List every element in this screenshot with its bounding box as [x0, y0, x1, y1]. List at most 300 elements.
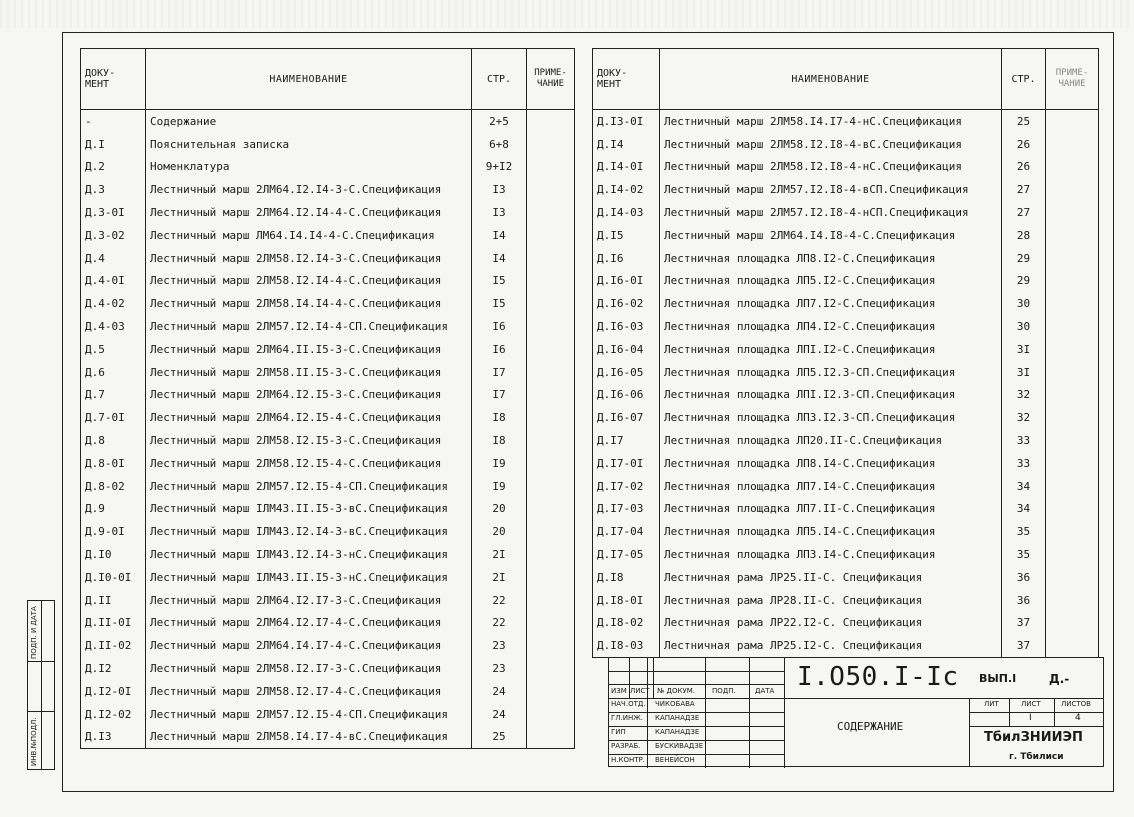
header-page: СТР. — [1002, 49, 1046, 110]
table-row — [81, 429, 575, 452]
table-row — [81, 498, 575, 521]
row-document: Д.I2-0I — [81, 680, 146, 703]
contents-table-left — [80, 48, 575, 749]
row-note — [1046, 384, 1099, 407]
row-note — [1046, 634, 1099, 657]
table-row — [81, 406, 575, 429]
table-row — [81, 520, 575, 543]
row-note — [1046, 315, 1099, 338]
row-name: Лестничный марш 2ЛМ57.I2.I8-4-вСП.Спецификация — [660, 178, 1002, 201]
stamp-role: РАЗРАБ. — [611, 742, 641, 750]
row-document: Д.I7-02 — [593, 475, 660, 498]
row-page: I6 — [472, 338, 527, 361]
row-name: Лестничная площадка ЛП5.I2.3-СП.Спецификация — [660, 361, 1002, 384]
row-name: Лестничный марш 2ЛМ58.I2.I5-4-С.Спецификация — [146, 452, 472, 475]
side-stamp — [27, 600, 55, 770]
row-page: 9+I2 — [472, 156, 527, 179]
row-document: Д.I8 — [593, 566, 660, 589]
row-note — [1046, 429, 1099, 452]
row-name: Лестничный марш 2ЛМ58.I4.I4-4-С.Спецификация — [146, 292, 472, 315]
row-note — [527, 634, 575, 657]
table-row — [81, 156, 575, 179]
row-document: Д.3-0I — [81, 201, 146, 224]
row-page: 27 — [1002, 178, 1046, 201]
side-label-signature: ПОДП. И ДАТА — [30, 606, 38, 659]
row-note — [527, 133, 575, 156]
list-value: I — [1029, 713, 1032, 723]
row-note — [527, 475, 575, 498]
row-name: Лестничный марш 2ЛМ57.I2.I5-4-СП.Спецификация — [146, 475, 472, 498]
table-row — [593, 270, 1099, 293]
row-name: Лестничная площадка ЛПI.I2-С.Спецификация — [660, 338, 1002, 361]
contents-left-body — [81, 110, 575, 749]
row-document: Д.I6-06 — [593, 384, 660, 407]
row-page: 33 — [1002, 429, 1046, 452]
header-note: ПРИМЕ- ЧАНИЕ — [527, 49, 575, 110]
col-izm: ИЗМ — [611, 687, 627, 695]
stamp-person: КАПАНАДЗЕ — [655, 714, 700, 722]
row-page: I5 — [472, 270, 527, 293]
row-document: Д.I4-02 — [593, 178, 660, 201]
table-row — [81, 680, 575, 703]
row-document: Д.4-0I — [81, 270, 146, 293]
table-row — [593, 292, 1099, 315]
row-note — [527, 703, 575, 726]
sheet-mark: Д.- — [1049, 672, 1070, 686]
row-page: 24 — [472, 680, 527, 703]
row-document: Д.I5 — [593, 224, 660, 247]
table-row — [81, 634, 575, 657]
row-name: Лестничный марш 2ЛМ64.I2.I7-4-С.Спецификация — [146, 612, 472, 635]
row-document: Д.I6 — [593, 247, 660, 270]
row-note — [1046, 292, 1099, 315]
row-document: Д.I6-03 — [593, 315, 660, 338]
row-note — [527, 247, 575, 270]
row-name: Лестничная рама ЛР22.I2-С. Спецификация — [660, 612, 1002, 635]
row-name: Лестничный марш 2ЛМ58.II.I5-3-С.Спецификация — [146, 361, 472, 384]
row-document: Д.I4-03 — [593, 201, 660, 224]
row-name: Лестничный марш 2ЛМ64.I4.I7-4-С.Спецификация — [146, 634, 472, 657]
row-page: 29 — [1002, 247, 1046, 270]
row-document: Д.I6-07 — [593, 406, 660, 429]
row-name: Лестничный марш 2ЛМ58.I2.I5-3-С.Спецификация — [146, 429, 472, 452]
table-row — [593, 589, 1099, 612]
table-row — [81, 292, 575, 315]
row-document: Д.9-0I — [81, 520, 146, 543]
table-row — [593, 156, 1099, 179]
row-name: Лестничный марш ЛМ64.I4.I4-4-С.Спецификация — [146, 224, 472, 247]
header-name: НАИМЕНОВАНИЕ — [146, 49, 472, 110]
row-page: 3I — [1002, 338, 1046, 361]
table-row — [81, 247, 575, 270]
table-header — [81, 49, 575, 110]
row-page: 24 — [472, 703, 527, 726]
row-name: Лестничная площадка ЛП5.I4-С.Спецификация — [660, 520, 1002, 543]
row-page: 36 — [1002, 589, 1046, 612]
row-name: Лестничный марш 2ЛМ57.I2.I4-4-СП.Спецификация — [146, 315, 472, 338]
row-page: 23 — [472, 634, 527, 657]
row-name: Лестничная рама ЛР25.I2-С. Спецификация — [660, 634, 1002, 657]
row-name: Номенклатура — [146, 156, 472, 179]
table-row — [593, 429, 1099, 452]
table-row — [81, 566, 575, 589]
col-list: ЛИСТ — [630, 687, 650, 695]
row-page: 22 — [472, 589, 527, 612]
table-row — [81, 475, 575, 498]
table-row — [593, 452, 1099, 475]
row-page: 25 — [472, 726, 527, 749]
row-document: Д.I7-03 — [593, 498, 660, 521]
row-name: Лестничный марш 2ЛМ58.I2.I8-4-нС.Спецификация — [660, 156, 1002, 179]
table-row — [81, 338, 575, 361]
row-name: Лестничный марш 2ЛМ64.I2.I7-3-С.Спецификация — [146, 589, 472, 612]
row-note — [1046, 247, 1099, 270]
row-page: 35 — [1002, 520, 1046, 543]
row-page: I7 — [472, 361, 527, 384]
row-page: 22 — [472, 612, 527, 635]
row-document: Д.4 — [81, 247, 146, 270]
row-note — [1046, 110, 1099, 133]
row-note — [1046, 543, 1099, 566]
row-page: 34 — [1002, 498, 1046, 521]
row-note — [1046, 338, 1099, 361]
row-note — [527, 589, 575, 612]
table-row — [81, 201, 575, 224]
stamp-person: БУСКИВАДЗЕ — [655, 742, 704, 750]
header-document: ДОКУ- МЕНТ — [593, 49, 660, 110]
row-page: I6 — [472, 315, 527, 338]
row-name: Лестничный марш 2ЛМ64.I2.I5-3-С.Спецификация — [146, 384, 472, 407]
row-page: 35 — [1002, 543, 1046, 566]
row-page: I4 — [472, 247, 527, 270]
row-name: Пояснительная записка — [146, 133, 472, 156]
row-name: Лестничный марш 2ЛМ64.I4.I8-4-С.Спецификация — [660, 224, 1002, 247]
row-document: Д.I0-0I — [81, 566, 146, 589]
row-document: Д.I6-05 — [593, 361, 660, 384]
row-page: 28 — [1002, 224, 1046, 247]
row-name: Лестничный марш 2ЛМ58.I2.I7-3-С.Спецификация — [146, 657, 472, 680]
row-page: 23 — [472, 657, 527, 680]
row-note — [1046, 498, 1099, 521]
row-name: Лестничная площадка ЛП7.II-С.Спецификация — [660, 498, 1002, 521]
row-note — [527, 452, 575, 475]
row-page: I3 — [472, 178, 527, 201]
row-document: Д.I3-0I — [593, 110, 660, 133]
col-podp: ПОДП. — [712, 687, 736, 695]
row-note — [527, 726, 575, 749]
row-document: Д.II — [81, 589, 146, 612]
row-page: 32 — [1002, 384, 1046, 407]
contents-table-right — [592, 48, 1099, 658]
table-row — [593, 406, 1099, 429]
table-header — [593, 49, 1099, 110]
table-row — [593, 543, 1099, 566]
row-note — [527, 338, 575, 361]
row-document: Д.I2 — [81, 657, 146, 680]
table-row — [81, 178, 575, 201]
listov-value: 4 — [1075, 713, 1081, 723]
row-name: Лестничный марш 2ЛМ64.II.I5-3-С.Спецификация — [146, 338, 472, 361]
row-note — [527, 657, 575, 680]
sheet-title: СОДЕРЖАНИЕ — [837, 720, 904, 733]
row-name: Лестничный марш 2ЛМ64.I2.I4-4-С.Спецификация — [146, 201, 472, 224]
row-page: 30 — [1002, 292, 1046, 315]
row-note — [527, 270, 575, 293]
row-document: Д.I4-0I — [593, 156, 660, 179]
row-document: Д.8-0I — [81, 452, 146, 475]
row-page: I7 — [472, 384, 527, 407]
header-note: ПРИМЕ- ЧАНИЕ — [1046, 49, 1099, 110]
table-row — [81, 315, 575, 338]
row-name: Лестничный марш 2ЛМ58.I4.I7-4-нС.Спецификация — [660, 110, 1002, 133]
row-note — [527, 566, 575, 589]
table-row — [593, 634, 1099, 657]
row-name: Лестничная площадка ЛП7.I2-С.Спецификация — [660, 292, 1002, 315]
table-row — [81, 361, 575, 384]
table-row — [593, 133, 1099, 156]
row-name: Лестничная площадка ЛП8.I4-С.Спецификация — [660, 452, 1002, 475]
row-page: 26 — [1002, 133, 1046, 156]
row-note — [1046, 612, 1099, 635]
row-note — [527, 680, 575, 703]
row-page: I4 — [472, 224, 527, 247]
table-row — [81, 703, 575, 726]
row-name: Лестничный марш IЛМ43.II.I5-3-вС.Спецификация — [146, 498, 472, 521]
row-note — [527, 520, 575, 543]
lit-label: ЛИТ — [984, 700, 999, 708]
row-name: Лестничная площадка ЛП5.I2-С.Спецификация — [660, 270, 1002, 293]
row-document: Д.I0 — [81, 543, 146, 566]
row-document: Д.4-02 — [81, 292, 146, 315]
col-ndoc: № ДОКУМ. — [657, 687, 695, 695]
row-name: Лестничный марш IЛМ43.I2.I4-3-нС.Спецификация — [146, 543, 472, 566]
row-name: Лестничная площадка ЛП4.I2-С.Спецификация — [660, 315, 1002, 338]
row-document: Д.3-02 — [81, 224, 146, 247]
table-row — [593, 566, 1099, 589]
row-note — [527, 406, 575, 429]
revision-grid — [609, 658, 784, 768]
row-document: Д.I6-0I — [593, 270, 660, 293]
row-note — [527, 315, 575, 338]
header-page: СТР. — [472, 49, 527, 110]
row-note — [1046, 406, 1099, 429]
row-page: 2+5 — [472, 110, 527, 133]
stamp-role: НАЧ.ОТД. — [611, 700, 646, 708]
row-document: Д.8 — [81, 429, 146, 452]
row-note — [527, 110, 575, 133]
row-page: 30 — [1002, 315, 1046, 338]
table-row — [81, 543, 575, 566]
row-document: Д.7-0I — [81, 406, 146, 429]
row-note — [527, 156, 575, 179]
row-note — [527, 384, 575, 407]
table-row — [81, 657, 575, 680]
row-name: Лестничная рама ЛР28.II-С. Спецификация — [660, 589, 1002, 612]
row-document: Д.3 — [81, 178, 146, 201]
row-document: Д.I7-0I — [593, 452, 660, 475]
row-note — [527, 498, 575, 521]
row-name: Лестничный марш 2ЛМ64.I2.I5-4-С.Спецификация — [146, 406, 472, 429]
row-document: Д.I8-0I — [593, 589, 660, 612]
row-name: Лестничная площадка ЛП3.I2.3-СП.Спецификация — [660, 406, 1002, 429]
row-name: Лестничный марш 2ЛМ58.I2.I4-4-С.Спецификация — [146, 270, 472, 293]
row-name: Лестничный марш 2ЛМ58.I2.I8-4-вС.Спецификация — [660, 133, 1002, 156]
organization-name: ТбилЗНИИЭП — [984, 730, 1083, 745]
row-note — [1046, 201, 1099, 224]
row-note — [1046, 178, 1099, 201]
row-page: 20 — [472, 498, 527, 521]
row-note — [1046, 566, 1099, 589]
table-row — [81, 612, 575, 635]
organization-city: г. Тбилиси — [1009, 752, 1064, 762]
row-document: Д.8-02 — [81, 475, 146, 498]
document-code: I.O50.I-Iс — [797, 662, 959, 692]
stamp-role: Н.КОНТР. — [611, 756, 645, 764]
table-row — [593, 224, 1099, 247]
row-page: 36 — [1002, 566, 1046, 589]
row-document: Д.6 — [81, 361, 146, 384]
table-row — [81, 452, 575, 475]
row-page: I9 — [472, 475, 527, 498]
table-row — [593, 247, 1099, 270]
row-note — [1046, 475, 1099, 498]
row-page: I5 — [472, 292, 527, 315]
row-page: 33 — [1002, 452, 1046, 475]
row-note — [1046, 520, 1099, 543]
header-document: ДОКУ- МЕНТ — [81, 49, 146, 110]
row-page: 20 — [472, 520, 527, 543]
row-page: I8 — [472, 406, 527, 429]
row-note — [527, 178, 575, 201]
table-row — [81, 589, 575, 612]
row-page: 3I — [1002, 361, 1046, 384]
contents-right-body — [593, 110, 1099, 658]
table-row — [593, 315, 1099, 338]
row-note — [527, 361, 575, 384]
row-page: 27 — [1002, 201, 1046, 224]
row-name: Лестничная площадка ЛП3.I4-С.Спецификация — [660, 543, 1002, 566]
row-name: Лестничная площадка ЛП7.I4-С.Спецификация — [660, 475, 1002, 498]
row-note — [1046, 589, 1099, 612]
table-row — [593, 520, 1099, 543]
row-note — [527, 201, 575, 224]
listov-label: ЛИСТОВ — [1061, 700, 1091, 708]
row-document: Д.4-03 — [81, 315, 146, 338]
row-document: Д.I2-02 — [81, 703, 146, 726]
row-document: Д.I3 — [81, 726, 146, 749]
row-document: Д.7 — [81, 384, 146, 407]
row-note — [1046, 361, 1099, 384]
row-note — [527, 292, 575, 315]
row-document: Д.2 — [81, 156, 146, 179]
table-row — [593, 384, 1099, 407]
table-row — [81, 384, 575, 407]
row-name: Лестничный марш 2ЛМ58.I4.I7-4-вС.Спецификация — [146, 726, 472, 749]
row-page: 37 — [1002, 634, 1046, 657]
row-note — [1046, 133, 1099, 156]
table-row — [593, 110, 1099, 133]
row-note — [1046, 224, 1099, 247]
row-name: Лестничный марш 2ЛМ58.I2.I7-4-С.Спецификация — [146, 680, 472, 703]
row-document: Д.5 — [81, 338, 146, 361]
row-note — [527, 224, 575, 247]
row-page: 6+8 — [472, 133, 527, 156]
row-document: Д.I6-04 — [593, 338, 660, 361]
issue-number: ВЫП.I — [979, 672, 1017, 685]
table-row — [81, 133, 575, 156]
row-name: Лестничный марш 2ЛМ57.I2.I8-4-нСП.Спецификация — [660, 201, 1002, 224]
stamp-person: КАПАНАДЗЕ — [655, 728, 700, 736]
table-row — [593, 201, 1099, 224]
row-page: I8 — [472, 429, 527, 452]
table-row — [81, 270, 575, 293]
table-row — [81, 726, 575, 749]
row-name: Лестничная площадка ЛП8.I2-С.Спецификация — [660, 247, 1002, 270]
row-document: Д.9 — [81, 498, 146, 521]
row-document: Д.I7 — [593, 429, 660, 452]
row-name: Лестничная площадка ЛПI.I2.3-СП.Спецификация — [660, 384, 1002, 407]
row-name: Лестничный марш 2ЛМ57.I2.I5-4-СП.Спецификация — [146, 703, 472, 726]
side-label-inventory: ИНВ.№ПОДЛ. — [30, 717, 38, 766]
row-document: Д.I4 — [593, 133, 660, 156]
row-name: Лестничный марш IЛМ43.II.I5-3-нС.Спецификация — [146, 566, 472, 589]
stamp-person: ВЕНЕЙСОН — [655, 756, 695, 764]
row-page: I9 — [472, 452, 527, 475]
table-row — [593, 498, 1099, 521]
list-label: ЛИСТ — [1021, 700, 1041, 708]
table-row — [593, 612, 1099, 635]
table-row — [593, 475, 1099, 498]
row-document: Д.I7-05 — [593, 543, 660, 566]
row-document: Д.II-02 — [81, 634, 146, 657]
scan-noise — [0, 0, 1134, 28]
row-page: 2I — [472, 543, 527, 566]
row-page: 37 — [1002, 612, 1046, 635]
col-data: ДАТА — [755, 687, 775, 695]
table-row — [81, 224, 575, 247]
row-name: Лестничная площадка ЛП20.II-С.Спецификация — [660, 429, 1002, 452]
row-name: Лестничный марш 2ЛМ58.I2.I4-3-С.Спецификация — [146, 247, 472, 270]
stamp-role: ГИП — [611, 728, 626, 736]
row-document: Д.I — [81, 133, 146, 156]
table-row — [81, 110, 575, 133]
row-document: Д.II-0I — [81, 612, 146, 635]
row-note — [527, 543, 575, 566]
row-name: Содержание — [146, 110, 472, 133]
row-page: I3 — [472, 201, 527, 224]
row-document: - — [81, 110, 146, 133]
row-note — [1046, 270, 1099, 293]
row-document: Д.I6-02 — [593, 292, 660, 315]
row-document: Д.I7-04 — [593, 520, 660, 543]
row-note — [527, 429, 575, 452]
table-row — [593, 178, 1099, 201]
header-name: НАИМЕНОВАНИЕ — [660, 49, 1002, 110]
row-page: 25 — [1002, 110, 1046, 133]
row-name: Лестничный марш 2ЛМ64.I2.I4-3-С.Спецификация — [146, 178, 472, 201]
row-page: 2I — [472, 566, 527, 589]
row-note — [527, 612, 575, 635]
table-row — [593, 338, 1099, 361]
row-document: Д.I8-02 — [593, 612, 660, 635]
row-note — [1046, 156, 1099, 179]
row-name: Лестничная рама ЛР25.II-С. Спецификация — [660, 566, 1002, 589]
title-block-stamp — [608, 657, 1104, 767]
row-page: 29 — [1002, 270, 1046, 293]
stamp-role: ГЛ.ИНЖ. — [611, 714, 644, 722]
table-row — [593, 361, 1099, 384]
row-page: 34 — [1002, 475, 1046, 498]
